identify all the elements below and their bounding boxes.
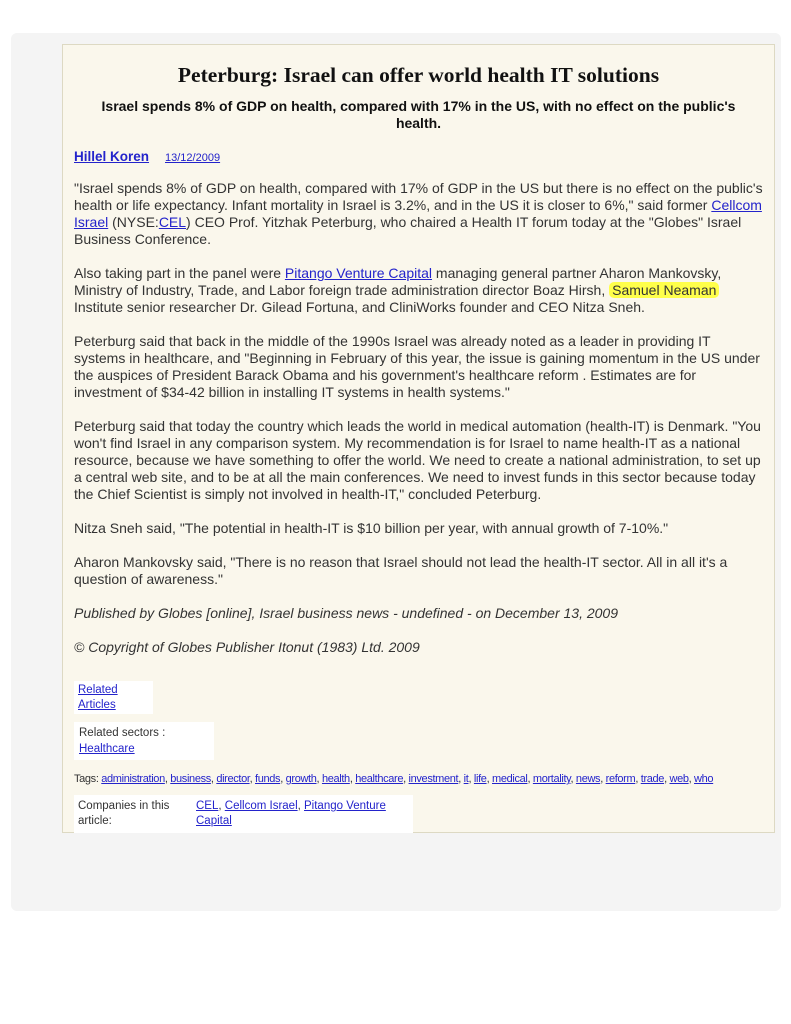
page-background-panel (11, 33, 781, 911)
tag-link-news[interactable]: news (575, 773, 601, 785)
tag-link-mortality[interactable]: mortality (532, 773, 571, 785)
tag-link-trade[interactable]: trade (640, 773, 665, 785)
companies-label: Companies in this article: (78, 800, 170, 827)
tag-link-administration[interactable]: administration (101, 773, 165, 785)
article-paragraph: Also taking part in the panel were Pitango Venture Capital managing general partner Aharon Mankovsky, Ministry of Industry, Trade, and Labor foreign trade administration director Boaz Hirsh, Samuel Neaman Institute senior researcher Dr. Gilead Fortuna, and CliniWorks founder and CEO Nitza Sneh. (74, 265, 722, 315)
inline-link[interactable]: Cellcom Israel (74, 197, 762, 230)
highlighted-term: Samuel Neaman (609, 282, 719, 298)
tag-link-who[interactable]: who (694, 773, 714, 785)
article-paragraph: Nitza Sneh said, "The potential in health-IT is $10 billion per year, with annual growth of 7-10%." (74, 520, 669, 536)
tag-link-health[interactable]: health (321, 773, 350, 785)
tag-link-investment[interactable]: investment (408, 773, 459, 785)
tag-link-life[interactable]: life (473, 773, 487, 785)
company-link-pitango-venture-capital[interactable]: Pitango Venture Capital (196, 800, 386, 827)
companies-box (74, 795, 413, 833)
tag-link-business[interactable]: business (170, 773, 211, 785)
related-articles-link[interactable]: Related Articles (78, 684, 118, 711)
article-body (74, 180, 763, 588)
tag-link-reform[interactable]: reform (605, 773, 636, 785)
inline-link[interactable]: CEL (158, 214, 187, 230)
related-sector-link-healthcare[interactable]: Healthcare (79, 743, 135, 755)
article-paragraph: "Israel spends 8% of GDP on health, compared with 17% of GDP in the US but there is no effect on the public's health or life expectancy. Infant mortality in Israel is 3.2%, and in the US it is closer to 6%," said former Cellcom Israel (NYSE:CEL) CEO Prof. Yitzhak Peterburg, who chaired a Health IT forum today at the "Globes" Israel Business Conference. (74, 180, 763, 247)
byline (74, 148, 763, 167)
article-paragraph: Aharon Mankovsky said, "There is no reason that Israel should not lead the health-IT sector. All in all it's a question of awareness." (74, 554, 728, 587)
related-sectors-box (74, 722, 214, 760)
article-paragraph: Peterburg said that today the country which leads the world in medical automation (health-IT) is Denmark. "You won't find Israel in any comparison system. My recommendation is for Israel to name health-IT as a national resource, because we have something to offer the world. We need to create a national administration, to set up a central web site, and to be at all the main conferences. We need to invest funds in this sector because today the Chief Scientist is simply not involved in health-IT," concluded Peterburg. (74, 418, 761, 502)
inline-link[interactable]: Pitango Venture Capital (284, 265, 433, 281)
companies-list: CEL, Cellcom Israel, Pitango Venture Capital (196, 800, 386, 827)
copyright-line: © Copyright of Globes Publisher Itonut (1983) Ltd. 2009 (74, 639, 420, 655)
tags-label: Tags: (74, 773, 99, 785)
related-sectors-label: Related sectors : (79, 727, 166, 739)
date-link[interactable]: 13/12/2009 (165, 152, 221, 164)
article-title: Peterburg: Israel can offer world health IT solutions (177, 63, 660, 87)
tag-link-director[interactable]: director (216, 773, 250, 785)
related-articles-box (74, 681, 153, 714)
tag-link-healthcare[interactable]: healthcare (355, 773, 404, 785)
published-line: Published by Globes [online], Israel business news - undefined - on December 13, 2009 (74, 605, 618, 621)
tags-list: administration, business, director, funds, growth, health, healthcare, investment, it, life, medical, mortality, news, reform, trade, web, who (101, 773, 714, 785)
company-link-cellcom-israel[interactable]: Cellcom Israel (224, 800, 298, 812)
article-container (62, 44, 775, 833)
article-subtitle: Israel spends 8% of GDP on health, compared with 17% in the US, with no effect on the public's health. (101, 98, 736, 131)
company-link-cel[interactable]: CEL (196, 800, 219, 812)
tags-row (74, 772, 763, 786)
tag-link-funds[interactable]: funds (255, 773, 281, 785)
tag-link-web[interactable]: web (669, 773, 689, 785)
tag-link-medical[interactable]: medical (492, 773, 528, 785)
tag-link-it[interactable]: it (463, 773, 469, 785)
article-paragraph: Peterburg said that back in the middle of the 1990s Israel was already noted as a leader in providing IT systems in healthcare, and "Beginning in February of this year, the issue is gaining momentum in the US under the auspices of President Barack Obama and his government's healthcare reform . Estimates are for investment of $34-42 billion in installing IT systems in health systems." (74, 333, 760, 400)
author-link[interactable]: Hillel Koren (74, 149, 150, 164)
tag-link-growth[interactable]: growth (285, 773, 317, 785)
